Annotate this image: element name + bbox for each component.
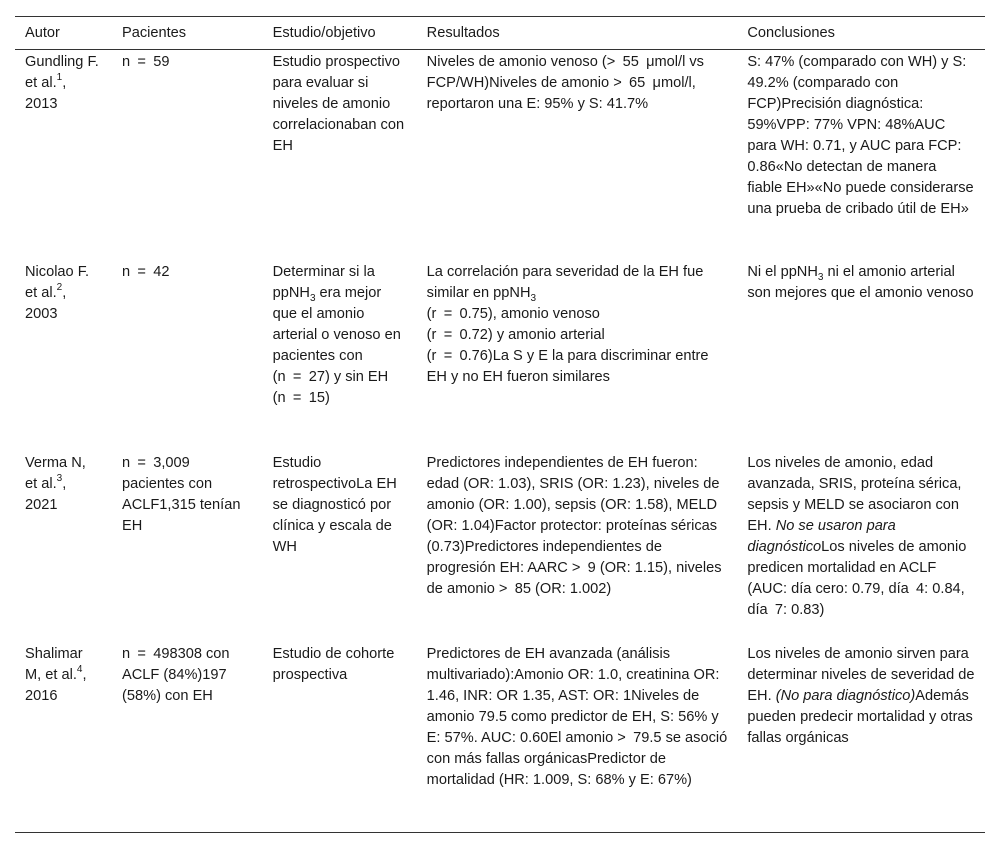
header-pacientes: Pacientes	[122, 24, 187, 41]
cell-resultados: Predictores independientes de EH fueron: edad (OR: 1.03), SRIS (OR: 1.23), niveles de amonio (OR: 1.00), sepsis (OR: 1.58), MELD (OR: 1.04)Factor protector: proteínas séricas (0.73)Predictores independientes de progresión EH: AARC > 9 (OR: 1.15), niveles de amonio > 85 (OR: 1.002)	[426, 454, 722, 597]
cell-estudio: Estudio de cohorte prospectiva	[272, 645, 395, 683]
cell-conclusiones: S: 47% (comparado con WH) y S: 49.2% (comparado con FCP)Precisión diagnóstica: 59%VPP: 77% VPN: 48%AUC para WH: 0.71, y AUC para FCP: 0.86«No detectan de manera fiable EH»«No puede considerarse una prueba de cribado útil de EH»	[747, 54, 974, 217]
cell-pacientes: n = 3,009 pacientes con ACLF1,315 tenían EH	[122, 454, 241, 534]
cell-estudio: Determinar si la ppNH$_3$ era mejor que el amonio arterial o venoso en pacientes con (n = 27) y sin EH (n = 15)	[272, 263, 401, 406]
cell-autor: Verma N, et al.$^3$, 2021	[25, 454, 86, 513]
header-row	[15, 17, 985, 50]
table-row	[15, 642, 985, 833]
cell-conclusiones: Los niveles de amonio, edad avanzada, SRIS, proteína sérica, sepsis y MELD se asociaron con EH. No se usaron para diagnósticoLos niveles de amonio predicen mortalidad en ACLF (AUC: día cero: 0.79, día 4: 0.84, día 7: 0.83)	[747, 454, 967, 618]
cell-resultados: La correlación para severidad de la EH fue similar en ppNH$_3$ (r = 0.75), amonio venoso (r = 0.72) y amonio arterial (r = 0.76)La S y E la para discriminar entre EH y no EH fueron similares	[426, 263, 709, 385]
cell-pacientes: n = 42	[122, 263, 170, 280]
table-row	[15, 260, 985, 451]
cell-autor: Nicolao F. et al.$^2$, 2003	[25, 263, 90, 322]
cell-autor: Gundling F. et al.$^1$, 2013	[25, 54, 99, 112]
literature-table	[15, 16, 985, 833]
cell-estudio: Estudio retrospectivoLa EH se diagnosticó por clínica y escala de WH	[272, 454, 397, 555]
header-conclusiones: Conclusiones	[747, 24, 835, 41]
cell-autor: Shalimar M, et al.$^4$, 2016	[25, 645, 87, 704]
cell-pacientes: n = 59	[122, 54, 170, 70]
header-autor: Autor	[25, 24, 60, 41]
cell-conclusiones: Los niveles de amonio sirven para determinar niveles de severidad de EH. (No para diagnóstico)Además pueden predecir mortalidad y otras fallas orgánicas	[747, 645, 975, 746]
cell-pacientes: n = 498308 con ACLF (84%)197 (58%) con EH	[122, 645, 230, 704]
cell-estudio: Estudio prospectivo para evaluar si niveles de amonio correlacionaban con EH	[272, 54, 405, 154]
header-estudio: Estudio/objetivo	[272, 24, 376, 41]
cell-conclusiones: Ni el ppNH$_3$ ni el amonio arterial son mejores que el amonio venoso	[747, 263, 974, 301]
cell-resultados: Niveles de amonio venoso (> 55 μmol/l vs FCP/WH)Niveles de amonio > 65 μmol/l, reportaron una E: 95% y S: 41.7%	[426, 54, 704, 112]
table-row	[15, 50, 985, 260]
table-row	[15, 451, 985, 642]
header-resultados: Resultados	[426, 24, 500, 41]
cell-resultados: Predictores de EH avanzada (análisis multivariado):Amonio OR: 1.0, creatinina OR: 1.46, INR: OR 1.35, AST: OR: 1Niveles de amonio 79.5 como predictor de EH, S: 56% y E: 57%. AUC: 0.60El amonio > 79.5 se asoció con más fallas orgánicasPredictor de mortalidad (HR: 1.009, S: 68% y E: 67%)	[426, 645, 728, 788]
